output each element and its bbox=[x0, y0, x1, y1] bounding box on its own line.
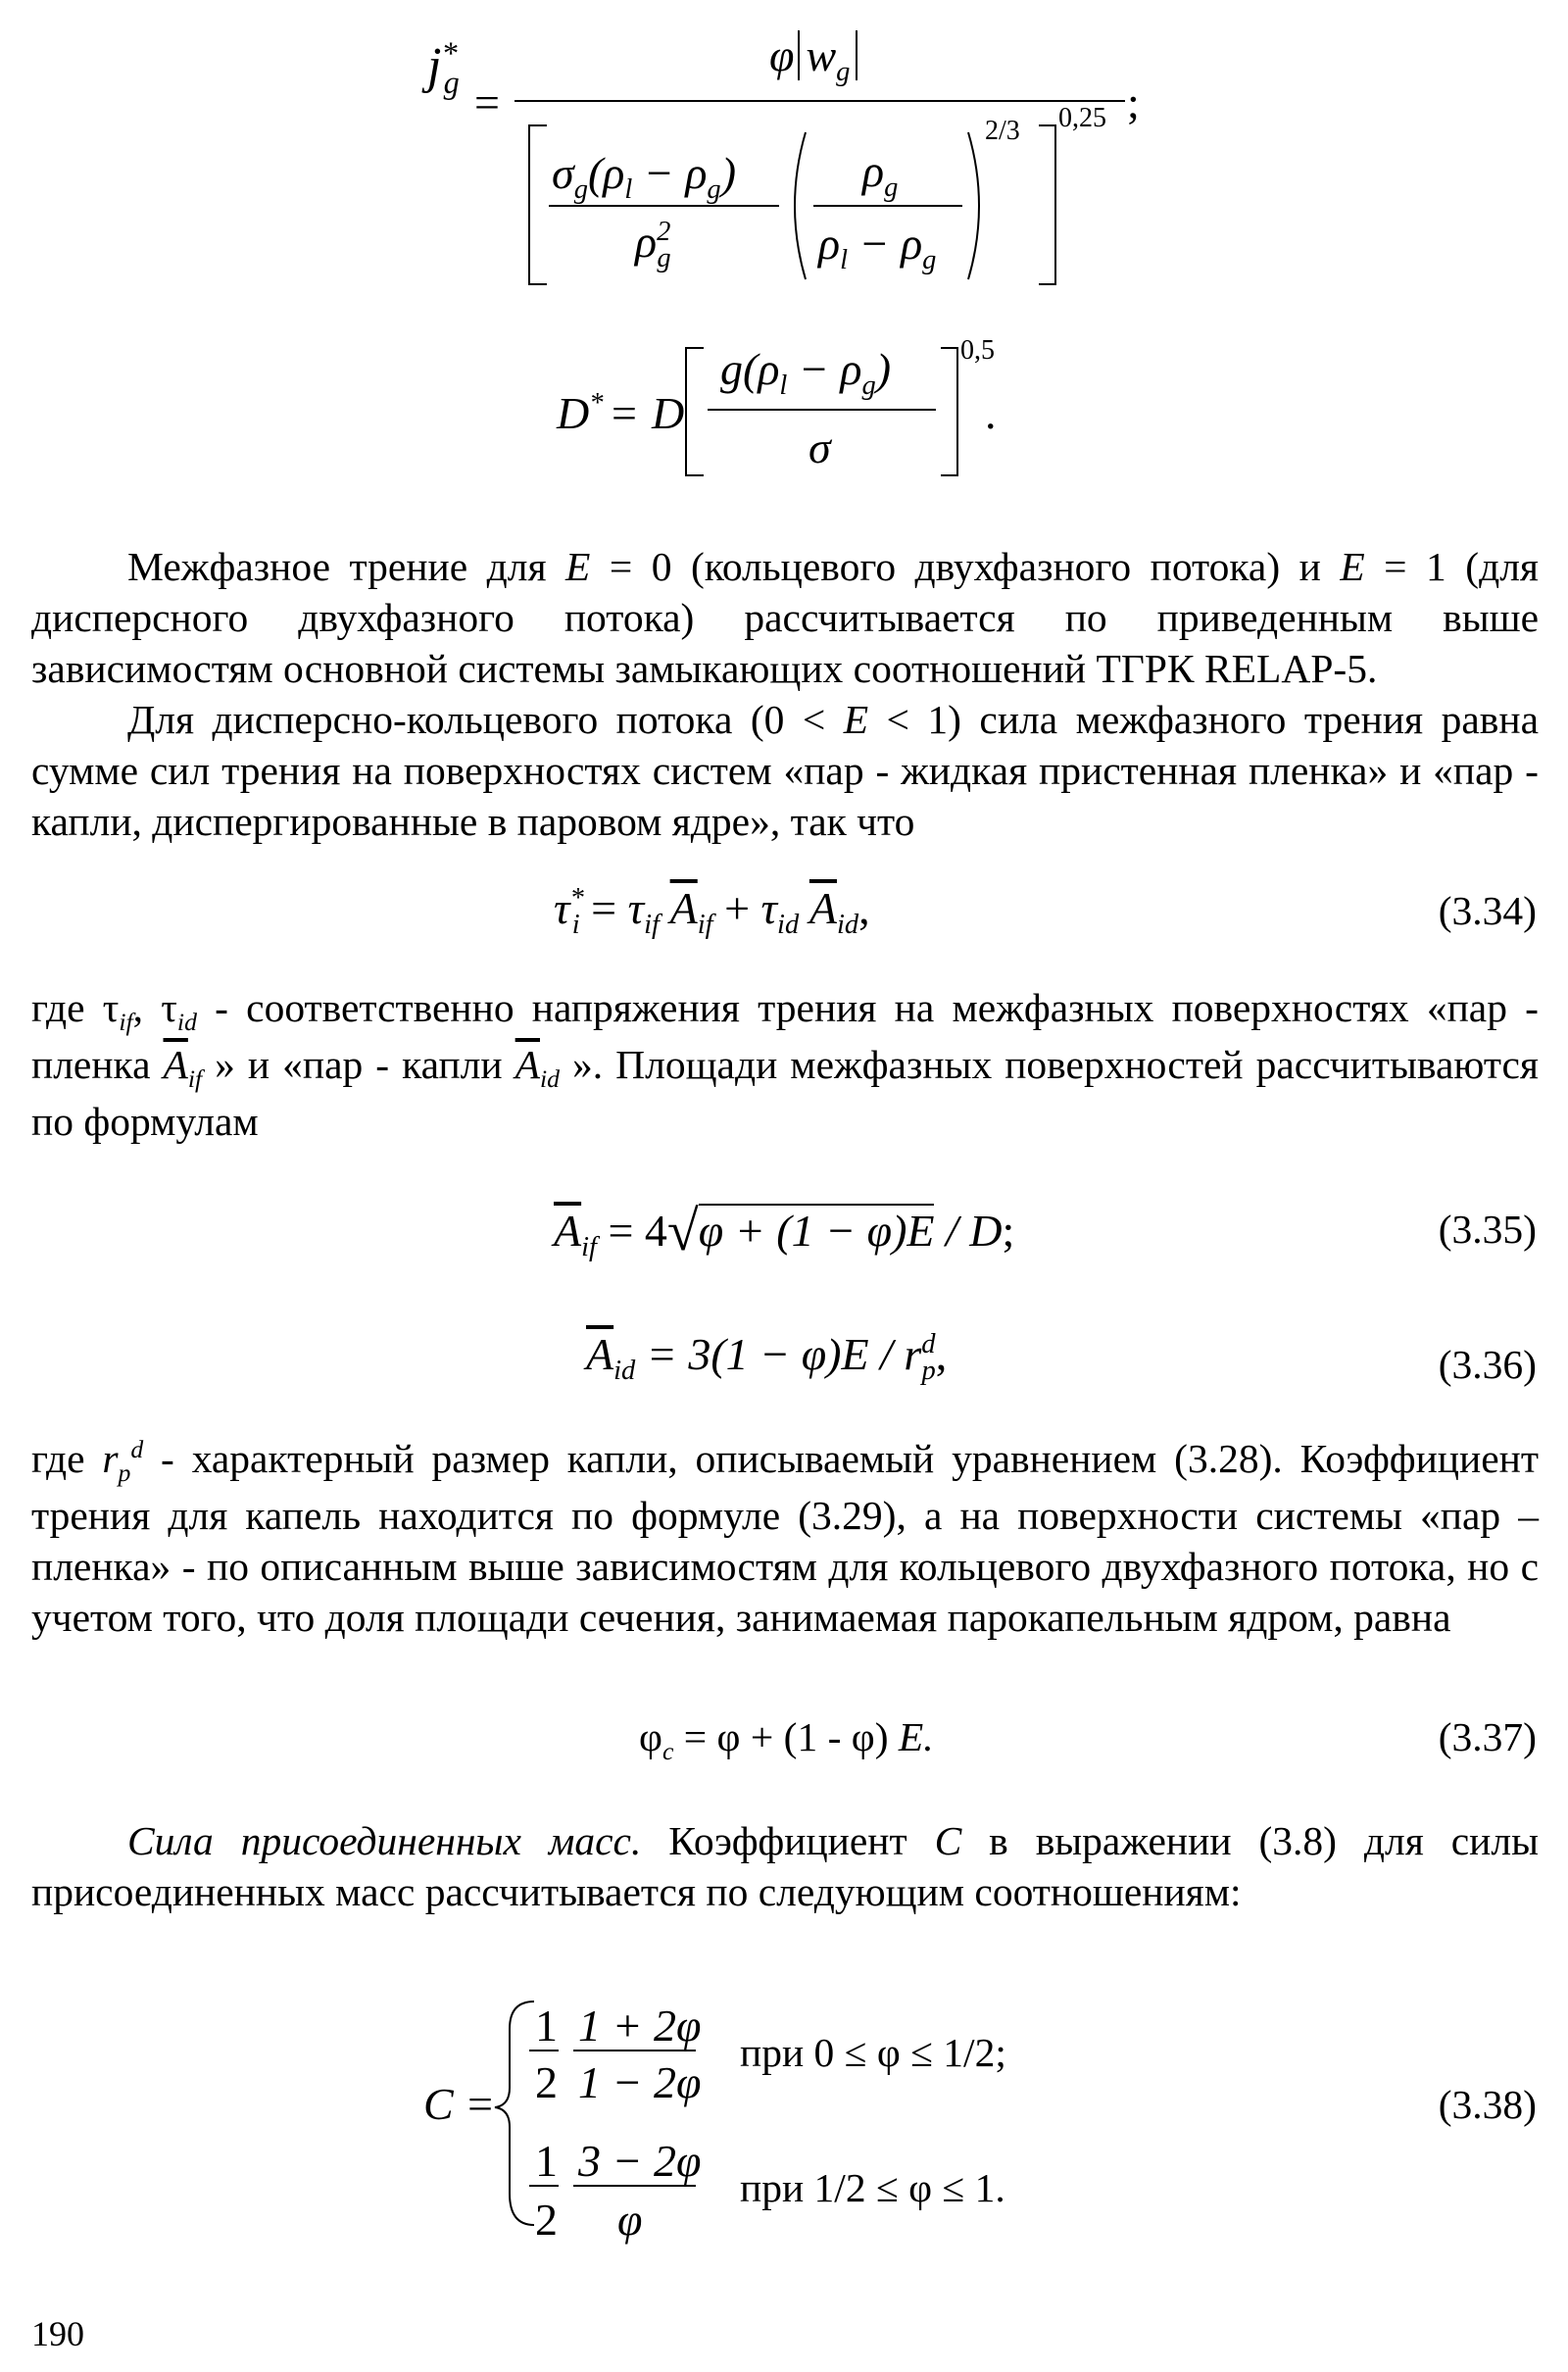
dstar-equals: = bbox=[612, 388, 637, 438]
equation-3-37: $\varphi_c = \varphi + (1 - \varphi)$ E. bbox=[639, 1714, 934, 1765]
case1-condition: при 0 ≤ φ ≤ 1/2; bbox=[740, 2030, 1006, 2075]
jg-semicolon: ; bbox=[1127, 77, 1140, 127]
equation-3-34: $\tau^*_i = \tau_{if}$ $\overline{A}_{if} + \tau_{id}$ $\overline{A}_{id}$, bbox=[554, 882, 870, 940]
dstar-period: . bbox=[985, 388, 997, 438]
case2-half-num: 1 bbox=[535, 2136, 558, 2186]
dstar-lhs: D* bbox=[557, 387, 604, 438]
equation-number-3-35: (3.35) bbox=[1438, 1207, 1537, 1252]
case2-half-den: 2 bbox=[535, 2195, 558, 2245]
jg-inner-denominator: $\rho^2_g$ bbox=[635, 216, 671, 273]
jg-numerator: φ $w_g$ bbox=[769, 29, 858, 81]
paragraph-5: Сила присоединенных масс. Коэффициент C в выражении (3.8) для силы присоединенных масс рассчитывается по следующим соотношениям: bbox=[31, 1818, 1539, 1914]
dstar-exp: 0,5 bbox=[960, 335, 995, 366]
case1-denominator: 1 − 2φ bbox=[578, 2057, 702, 2107]
paragraph-2: Для дисперсно-кольцевого потока (0 < E < 1) сила межфазного трения равна сумме сил трения на поверхностях систем «пар - жидкая пристенная пленка» и «пар - капли, диспергированные в паровом ядре», так что bbox=[31, 697, 1539, 844]
paragraph-3: где $\tau_{if}$, $\tau_{id}$ - соответственно напряжения трения на межфазных поверхностях «пар - пленка $\overline{A}_{if}$ » и «пар - капли $\overline{A}_{id}$ ». Площади межфазных поверхностей рассчитываются по формулам bbox=[31, 985, 1539, 1144]
equation-number-3-34: (3.34) bbox=[1438, 888, 1537, 933]
equation-number-3-36: (3.36) bbox=[1438, 1342, 1537, 1387]
jg-exp-outer: 0,25 bbox=[1058, 103, 1106, 133]
equation-3-36: $\overline{A}_{id} = 3(1 - \varphi)E / r^d_p$, bbox=[586, 1328, 948, 1386]
jg-exp-inner: 2/3 bbox=[985, 116, 1020, 146]
jg-equals: = bbox=[474, 77, 500, 127]
equation-3-35: $\overline{A}_{if} = 4√\varphi + (1 - \varphi)E / D$; bbox=[554, 1199, 1015, 1262]
dstar-D: D bbox=[652, 388, 685, 438]
page-number: 190 bbox=[31, 2314, 84, 2353]
equation-3-38-lhs: C = bbox=[423, 2079, 496, 2129]
case1-numerator: 1 + 2φ bbox=[578, 2001, 702, 2051]
case1-half-num: 1 bbox=[535, 2001, 558, 2051]
case1-half-den: 2 bbox=[535, 2057, 558, 2107]
case2-numerator: 3 − 2φ bbox=[578, 2136, 702, 2186]
jg-rho-ratio-numerator: $\rho_g$ bbox=[862, 146, 899, 203]
jg-lhs: $j^*_g$ bbox=[427, 34, 460, 101]
jg-inner-numerator: $\sigma_g(\rho_l - \rho_g)$ bbox=[552, 148, 737, 205]
case2-condition: при 1/2 ≤ φ ≤ 1. bbox=[740, 2165, 1005, 2210]
equation-number-3-37: (3.37) bbox=[1438, 1714, 1537, 1759]
dstar-denominator: σ bbox=[808, 422, 831, 472]
jg-rho-ratio-denominator: $\rho_l - \rho_g$ bbox=[818, 219, 937, 275]
paragraph-4: где $r_p^d$ - характерный размер капли, описываемый уравнением (3.28). Коэффициент трения для капель находится по формуле (3.29), а на поверхности системы «пар – пленка» - по описанным выше зависимостям для кольцевого двухфазного потока, но с учетом того, что доля площади сечения, занимаемая парокапельным ядром, равна bbox=[31, 1434, 1539, 1640]
paragraph-1: Межфазное трение для E = 0 (кольцевого двухфазного потока) и E = 1 (для дисперсного двухфазного потока) рассчитывается по приведенным выше зависимостям основной системы замыкающих соотношений ТГРК RELAP-5. bbox=[31, 544, 1539, 691]
dstar-numerator: $g(\rho_l - \rho_g)$ bbox=[720, 344, 892, 401]
case2-denominator: φ bbox=[617, 2195, 643, 2245]
equation-number-3-38: (3.38) bbox=[1438, 2082, 1537, 2127]
